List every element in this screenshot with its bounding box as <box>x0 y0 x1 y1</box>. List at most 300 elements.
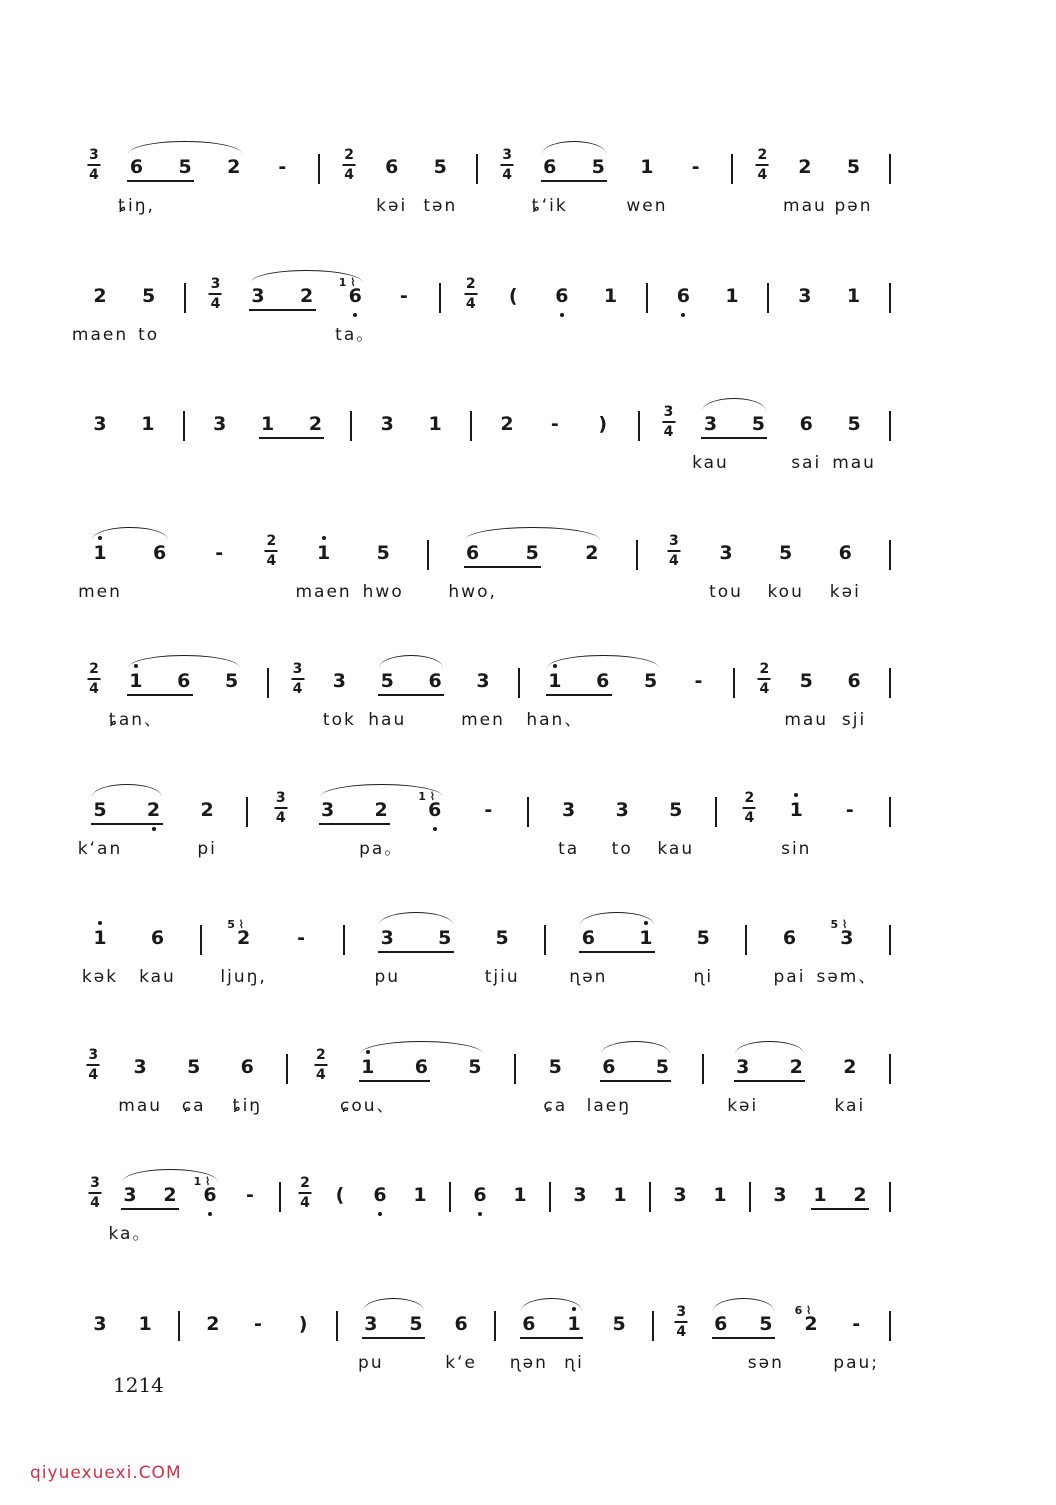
beam-underline <box>541 180 608 182</box>
lyric-syllable: səm、 <box>816 967 878 987</box>
lyric-syllable: mau <box>832 453 876 473</box>
note: 1 <box>713 1184 727 1206</box>
time-signature <box>88 662 101 696</box>
bar-line <box>733 668 735 698</box>
lyric-syllable: kau <box>139 967 176 987</box>
note: 5 <box>376 542 390 564</box>
lyric-syllable: wen <box>626 196 668 216</box>
note: 5 <box>696 927 710 949</box>
staff-system <box>0 790 1056 917</box>
time-signature <box>464 277 477 311</box>
time-signature-top: 2 <box>465 276 476 292</box>
low-octave-dot <box>478 1212 482 1216</box>
staff-system <box>0 918 1056 1045</box>
note: 2 <box>93 285 107 307</box>
note: 3 <box>719 542 733 564</box>
fraction-line <box>299 1192 312 1194</box>
note: 6 <box>428 670 442 692</box>
time-signature-bottom: 4 <box>744 810 755 826</box>
fraction-line <box>501 164 514 166</box>
bar-line <box>889 1182 891 1212</box>
paren: ( <box>508 285 518 307</box>
time-signature <box>756 148 769 182</box>
lyric-syllable: tou <box>709 582 743 602</box>
fraction-line <box>675 1321 688 1323</box>
beam-underline <box>259 437 325 439</box>
note: 2 <box>200 799 214 821</box>
note: 5 <box>591 156 605 178</box>
time-signature-top: 3 <box>668 533 679 549</box>
note: 5 <box>225 670 239 692</box>
time-signature <box>662 405 675 439</box>
lyric-syllable: sji <box>841 710 867 730</box>
lyric-syllable: ɕa <box>543 1096 568 1116</box>
note: 6 <box>714 1313 728 1335</box>
lyric-syllable: ta <box>558 839 580 859</box>
bar-line <box>514 1054 516 1084</box>
note: 6 <box>152 542 167 564</box>
note: 2 <box>789 1056 803 1078</box>
note: 5 <box>751 413 765 435</box>
fraction-line <box>758 678 771 680</box>
note: 5 <box>187 1056 201 1078</box>
note: 2 <box>500 413 514 435</box>
note: 1 <box>640 156 654 178</box>
note: 5 <box>759 1313 773 1335</box>
time-signature-top: 3 <box>663 404 674 420</box>
note: 5 <box>93 799 107 821</box>
bar-line <box>889 925 891 955</box>
fraction-line <box>291 678 304 680</box>
fraction-line <box>343 164 356 166</box>
bar-line <box>646 283 648 313</box>
high-octave-dot <box>794 793 798 797</box>
low-octave-dot <box>353 313 357 317</box>
time-signature <box>743 791 756 825</box>
staff-system <box>0 1304 1056 1431</box>
time-signature <box>274 791 287 825</box>
bar-line <box>889 797 891 827</box>
note: 3 <box>573 1184 587 1206</box>
bar-line <box>343 925 345 955</box>
time-signature-top: 3 <box>292 661 303 677</box>
lyric-syllable: kʻe <box>445 1353 477 1373</box>
lyric-syllable: pu <box>374 967 401 987</box>
lyric-syllable: kou <box>767 582 804 602</box>
dash: - <box>694 670 703 692</box>
beam-underline <box>378 694 444 696</box>
bar-line <box>267 668 269 698</box>
beam-underline <box>712 1337 775 1339</box>
note: 5 <box>846 156 861 178</box>
note: 6 <box>129 156 144 178</box>
note: 5 <box>655 1056 669 1078</box>
note: 1 <box>789 799 803 821</box>
note: 1 <box>639 927 653 949</box>
bar-line <box>439 283 441 313</box>
note: 2 <box>843 1056 857 1078</box>
time-signature-bottom: 4 <box>316 1067 326 1083</box>
time-signature-bottom: 4 <box>210 296 221 312</box>
lyric-syllable: ɕa <box>181 1096 206 1116</box>
note: 2 <box>237 927 251 949</box>
note: 1 <box>548 670 562 692</box>
note: 5 <box>409 1313 423 1335</box>
dash: - <box>845 799 854 821</box>
lyric-syllable: ɳən <box>509 1353 548 1373</box>
lyric-syllable: pən <box>834 196 873 216</box>
time-signature-bottom: 4 <box>759 681 770 697</box>
low-octave-dot <box>208 1212 212 1216</box>
time-signature-top: 3 <box>88 1047 99 1063</box>
note: 2 <box>798 156 812 178</box>
dash: - <box>691 156 700 178</box>
note: 1 <box>141 413 155 435</box>
note: 1 <box>93 542 107 564</box>
time-signature-bottom: 4 <box>292 681 303 697</box>
note: 1 <box>129 670 143 692</box>
note: 6 <box>414 1056 428 1078</box>
beam-underline <box>520 1337 583 1339</box>
beam-underline <box>127 694 193 696</box>
slur <box>542 141 607 154</box>
bar-line <box>649 1182 651 1212</box>
beam-underline <box>734 1080 806 1082</box>
low-octave-dot <box>681 313 685 317</box>
time-signature <box>501 148 514 182</box>
note: 1 <box>93 927 107 949</box>
grace-note-mark: 5 ⌇ <box>830 918 848 931</box>
beam-underline <box>359 1080 431 1082</box>
note: 1 <box>567 1313 581 1335</box>
beam-underline <box>319 823 391 825</box>
bar-line <box>527 797 529 827</box>
lyric-syllable: ɳən <box>569 967 608 987</box>
note: 2 <box>206 1313 220 1335</box>
time-signature-top: 2 <box>300 1175 310 1191</box>
note: 1 <box>603 285 618 307</box>
bar-line <box>638 411 640 441</box>
time-signature-bottom: 4 <box>502 167 513 183</box>
note: 6 <box>596 670 610 692</box>
note: 1 <box>361 1056 375 1078</box>
note: 2 <box>804 1313 818 1335</box>
time-signature-top: 3 <box>210 276 221 292</box>
time-signature <box>343 148 356 182</box>
lyric-syllable: kʻan <box>77 839 123 859</box>
time-signature-top: 2 <box>89 661 99 677</box>
note: 5 <box>380 670 394 692</box>
note: 6 <box>543 156 557 178</box>
bar-line <box>518 668 520 698</box>
lyric-syllable: pau; <box>833 1353 879 1373</box>
lyric-syllable: ȶiŋ, <box>117 196 155 216</box>
bar-line <box>183 411 185 441</box>
bar-line <box>336 1311 338 1341</box>
lyric-syllable: ta。 <box>335 325 376 345</box>
time-signature-bottom: 4 <box>275 810 286 826</box>
note: 3 <box>476 670 490 692</box>
time-signature <box>265 534 278 568</box>
lyric-syllable: kai <box>834 1096 866 1116</box>
bar-line <box>246 797 248 827</box>
bar-line <box>749 1182 751 1212</box>
note: 3 <box>332 670 347 692</box>
time-signature-top: 2 <box>744 790 755 806</box>
lyric-syllable: ȶan、 <box>108 710 164 730</box>
bar-line <box>200 925 202 955</box>
bar-line <box>767 283 769 313</box>
note: 3 <box>562 799 576 821</box>
low-octave-dot <box>378 1212 382 1216</box>
note: 1 <box>138 1313 152 1335</box>
note: 3 <box>251 285 265 307</box>
note: 6 <box>838 542 852 564</box>
time-signature-bottom: 4 <box>88 1067 99 1083</box>
bar-line <box>652 1311 654 1341</box>
beam-underline <box>91 823 163 825</box>
beam-underline <box>701 437 767 439</box>
beam-underline <box>362 1337 425 1339</box>
note: 3 <box>123 1184 137 1206</box>
bar-line <box>889 668 891 698</box>
fraction-line <box>274 807 287 809</box>
low-octave-dot <box>560 313 564 317</box>
time-signature-top: 3 <box>90 1175 100 1191</box>
note: 6 <box>454 1313 468 1335</box>
time-signature-top: 2 <box>759 661 770 677</box>
note: 1 <box>613 1184 627 1206</box>
beam-underline <box>249 309 316 311</box>
bar-line <box>350 411 352 441</box>
time-signature-bottom: 4 <box>668 553 679 569</box>
note: 5 <box>495 927 509 949</box>
note: 6 <box>602 1056 616 1078</box>
bar-line <box>470 411 472 441</box>
dash: - <box>246 1184 254 1206</box>
dash: - <box>297 927 306 949</box>
time-signature <box>87 1048 100 1082</box>
bar-line <box>178 1311 180 1341</box>
note: 5 <box>438 927 452 949</box>
beam-underline <box>600 1080 672 1082</box>
note: 6 <box>373 1184 387 1206</box>
paren: ( <box>335 1184 345 1206</box>
time-signature <box>299 1176 312 1210</box>
bar-line <box>889 1054 891 1084</box>
beam-underline <box>127 180 194 182</box>
lyric-syllable: ɳi <box>693 967 714 987</box>
lyric-syllable: ȶiŋ <box>232 1096 263 1116</box>
fraction-line <box>89 1192 102 1194</box>
lyric-syllable: hwo, <box>448 582 497 602</box>
note: 6 <box>177 670 191 692</box>
time-signature-bottom: 4 <box>90 1195 100 1211</box>
fraction-line <box>209 293 222 295</box>
time-signature <box>87 148 100 182</box>
note: 6 <box>466 542 480 564</box>
low-octave-dot <box>433 827 437 831</box>
note: 6 <box>522 1313 536 1335</box>
staff-system <box>0 661 1056 788</box>
grace-note-mark: 1 ⌇ <box>193 1175 211 1188</box>
note: 6 <box>555 285 569 307</box>
note: 5 <box>847 413 861 435</box>
fraction-line <box>743 807 756 809</box>
lyric-syllable: ȶʻik <box>531 196 568 216</box>
lyric-syllable: mau <box>784 710 829 730</box>
lyric-syllable: pai <box>773 967 806 987</box>
note: 3 <box>93 1313 107 1335</box>
lyric-syllable: laeŋ <box>586 1096 631 1116</box>
note: 1 <box>813 1184 827 1206</box>
page-number: 1214 <box>113 1373 164 1397</box>
fraction-line <box>87 164 100 166</box>
time-signature <box>675 1305 688 1339</box>
note: 1 <box>725 285 739 307</box>
low-octave-dot <box>152 827 156 831</box>
note: 6 <box>676 285 690 307</box>
lyric-syllable: to <box>611 839 633 859</box>
note: 3 <box>773 1184 787 1206</box>
note: 6 <box>428 799 442 821</box>
bar-line <box>476 154 478 184</box>
staff-system <box>0 1175 1056 1302</box>
high-octave-dot <box>98 921 102 925</box>
lyric-syllable: mau <box>118 1096 163 1116</box>
bar-line <box>279 1182 281 1212</box>
bar-line <box>544 925 546 955</box>
fraction-line <box>464 293 477 295</box>
time-signature-bottom: 4 <box>465 296 476 312</box>
time-signature <box>667 534 680 568</box>
bar-line <box>731 154 733 184</box>
note: 6 <box>240 1056 254 1078</box>
beam-underline <box>546 694 612 696</box>
time-signature <box>314 1048 327 1082</box>
lyric-syllable: maen <box>71 325 129 345</box>
time-signature-top: 3 <box>275 790 286 806</box>
dash: - <box>550 413 559 435</box>
paren: ) <box>298 1313 308 1335</box>
lyric-syllable: ɕou、 <box>340 1096 396 1116</box>
bar-line <box>427 540 429 570</box>
dash: - <box>278 156 287 178</box>
note: 5 <box>643 670 658 692</box>
note: 2 <box>585 542 599 564</box>
note: 3 <box>380 927 394 949</box>
lyric-syllable: maen <box>295 582 352 602</box>
note: 3 <box>703 413 718 435</box>
dash: - <box>254 1313 262 1335</box>
bar-line <box>889 540 891 570</box>
lyric-syllable: kəi <box>376 196 408 216</box>
time-signature-bottom: 4 <box>676 1324 687 1340</box>
grace-note-mark: 5 ⌇ <box>227 918 245 931</box>
bar-line <box>449 1182 451 1212</box>
slur <box>128 141 241 154</box>
note: 1 <box>413 1184 427 1206</box>
note: 3 <box>840 927 854 949</box>
watermark <box>30 1463 182 1483</box>
note: 5 <box>178 156 192 178</box>
lyric-syllable: sai <box>791 453 822 473</box>
time-signature-top: 2 <box>757 147 768 163</box>
dash: - <box>215 542 224 564</box>
beam-underline <box>579 951 654 953</box>
fraction-line <box>667 550 680 552</box>
lyric-syllable: hau <box>368 710 407 730</box>
staff-system <box>0 147 1056 274</box>
note: 3 <box>133 1056 147 1078</box>
fraction-line <box>88 678 101 680</box>
bar-line <box>889 154 891 184</box>
note: 6 <box>385 156 399 178</box>
lyric-syllable: pu <box>358 1353 384 1373</box>
lyric-syllable: tən <box>423 196 458 216</box>
bar-line <box>745 925 747 955</box>
time-signature-bottom: 4 <box>89 681 99 697</box>
note: 6 <box>847 670 861 692</box>
note: 3 <box>615 799 629 821</box>
lyric-syllable: kau <box>692 453 729 473</box>
bar-line <box>636 540 638 570</box>
beam-underline <box>121 1208 179 1210</box>
lyric-syllable: sən <box>747 1353 784 1373</box>
lyric-syllable: sin <box>781 839 812 859</box>
lyric-syllable: ljuŋ, <box>220 967 267 987</box>
beam-underline <box>811 1208 869 1210</box>
note: 1 <box>260 413 275 435</box>
high-octave-dot <box>322 536 326 540</box>
note: 6 <box>150 927 165 949</box>
lyric-syllable: hwo <box>362 582 404 602</box>
lyric-syllable: ɳi <box>564 1353 584 1373</box>
time-signature-top: 3 <box>89 147 99 163</box>
note: 2 <box>308 413 323 435</box>
time-signature <box>758 662 771 696</box>
lyric-syllable: kau <box>657 839 695 859</box>
note: 6 <box>348 285 362 307</box>
fraction-line <box>87 1064 100 1066</box>
note: 5 <box>799 670 813 692</box>
lyric-syllable: pi <box>197 839 217 859</box>
fraction-line <box>265 550 278 552</box>
lyric-syllable: han、 <box>526 710 584 730</box>
note: 1 <box>316 542 331 564</box>
lyric-syllable: men <box>461 710 505 730</box>
note: 3 <box>673 1184 687 1206</box>
bar-line <box>286 1054 288 1084</box>
note: 3 <box>321 799 335 821</box>
note: 1 <box>428 413 442 435</box>
fraction-line <box>314 1064 327 1066</box>
time-signature-top: 3 <box>502 147 513 163</box>
note: 1 <box>846 285 861 307</box>
note: 5 <box>548 1056 562 1078</box>
watermark-text: qiyuexuexi.COM <box>30 1463 182 1483</box>
note: 5 <box>612 1313 626 1335</box>
bar-line <box>494 1311 496 1341</box>
lyric-syllable: kək <box>81 967 119 987</box>
time-signature-bottom: 4 <box>757 167 768 183</box>
dash: - <box>399 285 408 307</box>
note: 3 <box>93 413 107 435</box>
time-signature-bottom: 4 <box>266 553 277 569</box>
note: 2 <box>227 156 241 178</box>
note: 3 <box>364 1313 378 1335</box>
lyric-syllable: to <box>138 325 160 345</box>
